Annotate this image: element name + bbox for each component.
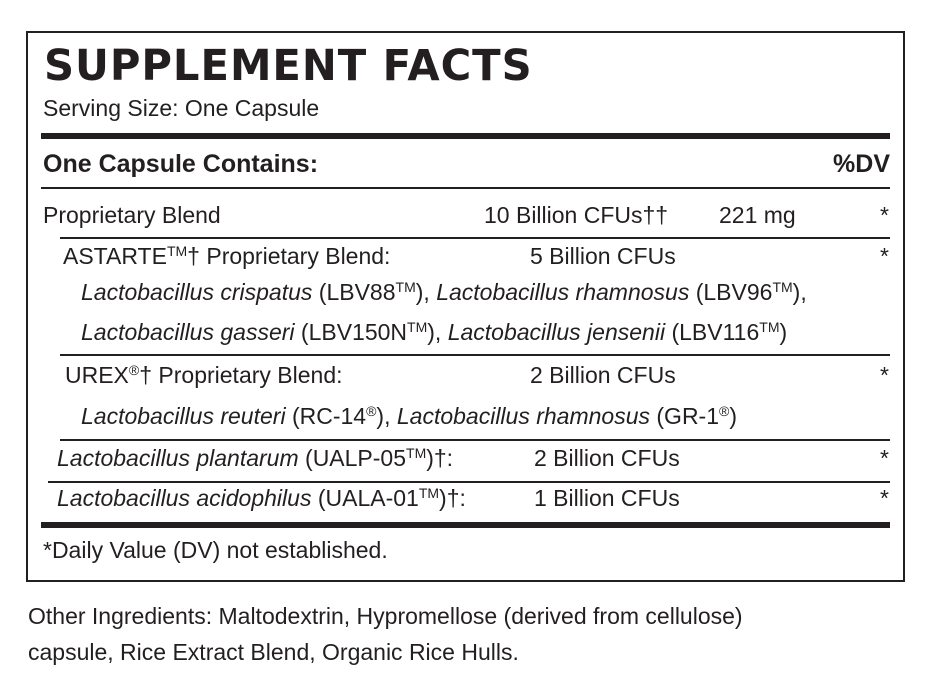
row-blend-name: Proprietary Blend xyxy=(43,202,221,228)
contains-header: One Capsule Contains: xyxy=(43,150,319,178)
row-astarte-name: ASTARTE™† Proprietary Blend: xyxy=(63,243,391,269)
divider xyxy=(60,237,890,239)
row-urex-strains: Lactobacillus reuteri (RC-14®), Lactobacillus rhamnosus (GR-1®) xyxy=(81,403,737,429)
row-astarte-strains-1: Lactobacillus crispatus (LBV88™), Lactobacillus rhamnosus (LBV96™), xyxy=(81,279,807,305)
divider-thick xyxy=(41,133,890,139)
divider xyxy=(41,187,890,189)
row-urex-name: UREX®† Proprietary Blend: xyxy=(65,362,343,388)
row-blend-mg: 221 mg xyxy=(719,202,796,228)
row-urex-dv: * xyxy=(880,362,889,388)
row-blend-cfu: 10 Billion CFUs†† xyxy=(484,202,669,228)
other-ingredients-line-1: Other Ingredients: Maltodextrin, Hypromellose (derived from cellulose) xyxy=(28,603,743,629)
panel-title: SUPPLEMENT FACTS xyxy=(44,41,533,91)
dv-header: %DV xyxy=(833,150,890,178)
row-astarte-cfu: 5 Billion CFUs xyxy=(530,243,676,269)
row-astarte-dv: * xyxy=(880,243,889,269)
divider xyxy=(48,481,890,483)
row-plantarum-name: Lactobacillus plantarum (UALP-05™)†: xyxy=(57,445,454,471)
row-plantarum-cfu: 2 Billion CFUs xyxy=(534,445,680,471)
other-ingredients xyxy=(28,598,908,670)
row-acidophilus-cfu: 1 Billion CFUs xyxy=(534,485,680,511)
row-acidophilus-dv: * xyxy=(880,485,889,511)
row-plantarum-dv: * xyxy=(880,445,889,471)
other-ingredients-line-2: capsule, Rice Extract Blend, Organic Rice Hulls. xyxy=(28,639,519,665)
divider-thick xyxy=(41,522,890,528)
divider xyxy=(60,354,890,356)
footnote: *Daily Value (DV) not established. xyxy=(43,537,388,563)
row-urex-cfu: 2 Billion CFUs xyxy=(530,362,676,388)
row-acidophilus-name: Lactobacillus acidophilus (UALA-01™)†: xyxy=(57,485,466,511)
supplement-facts-panel xyxy=(26,31,905,582)
divider xyxy=(60,439,890,441)
row-blend-dv: * xyxy=(880,202,889,228)
serving-size: Serving Size: One Capsule xyxy=(43,95,320,121)
row-astarte-strains-2: Lactobacillus gasseri (LBV150N™), Lactobacillus jensenii (LBV116™) xyxy=(81,319,788,345)
